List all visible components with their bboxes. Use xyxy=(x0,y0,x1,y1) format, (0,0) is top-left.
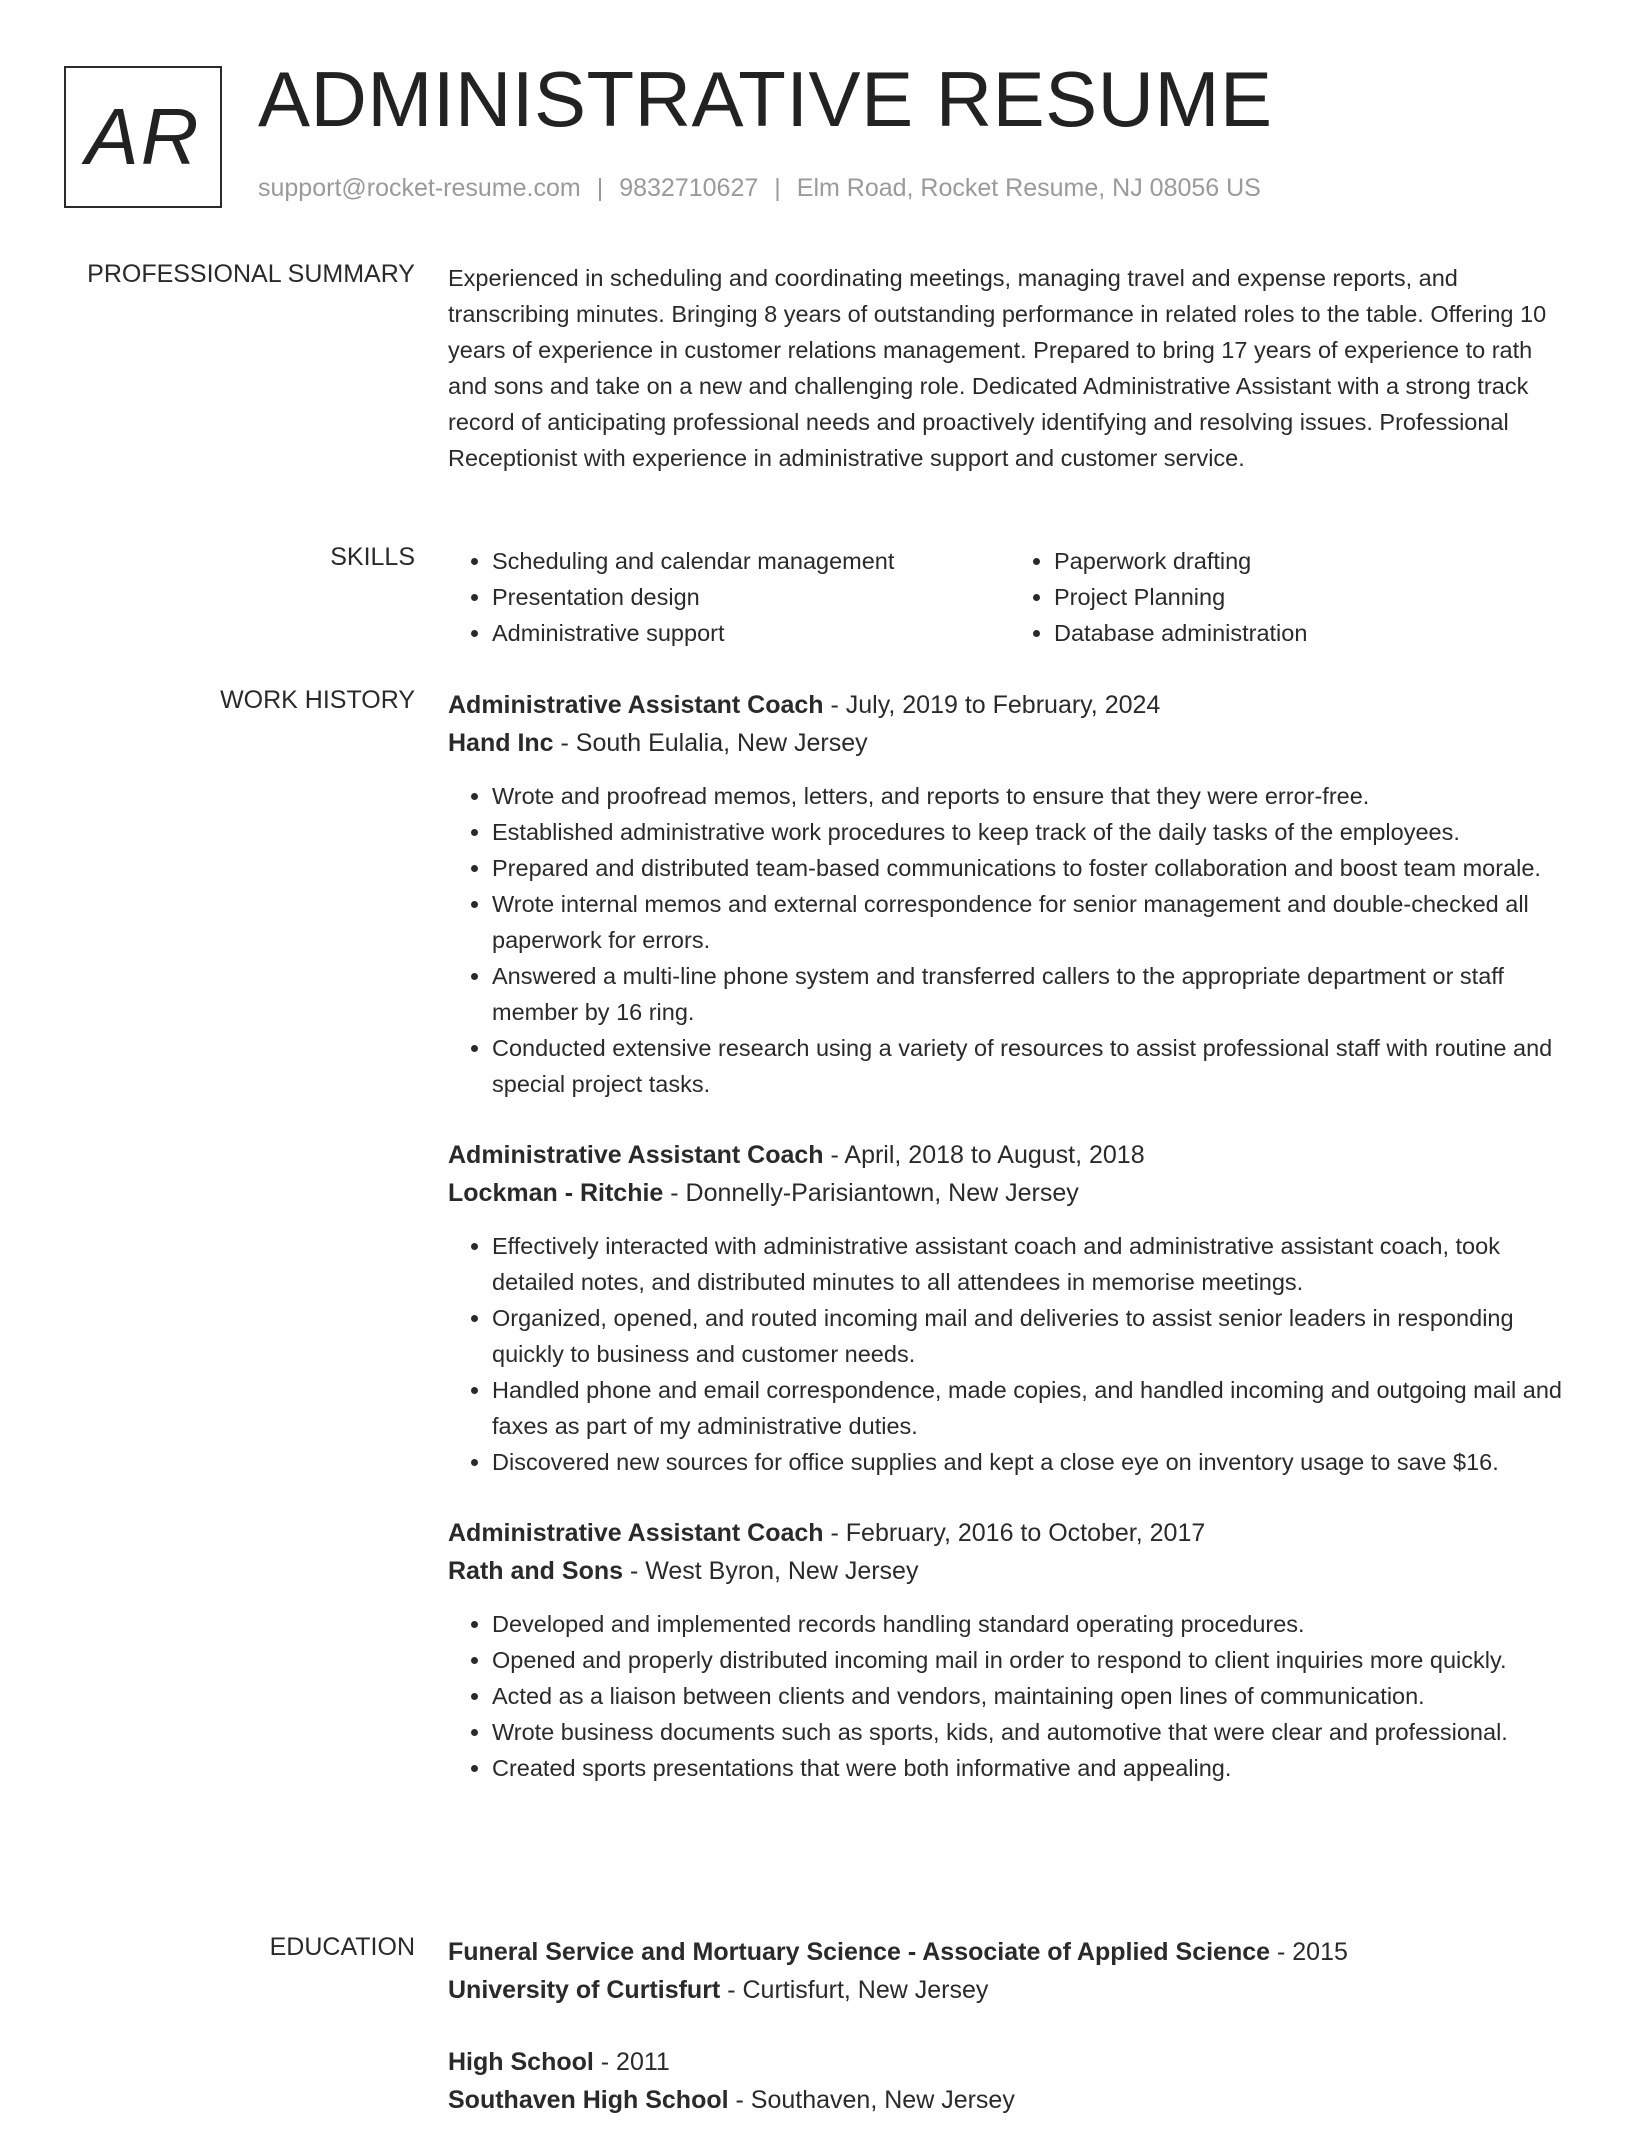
resume-title: ADMINISTRATIVE RESUME xyxy=(258,55,1273,143)
job-bullet: • Effectively interacted with administrative assistant coach and administrative assistant coach, took detailed notes, and distributed minutes to all attendees in memorise meetings. xyxy=(492,1228,1572,1300)
contact-separator: | xyxy=(774,174,781,202)
summary-text-wrapper xyxy=(448,260,1572,476)
job-bullet: • Conducted extensive research using a variety of resources to assist professional staff with routine and special project tasks. xyxy=(492,1030,1572,1102)
job-location: - Donnelly-Parisiantown, New Jersey xyxy=(663,1179,1079,1207)
education-entry xyxy=(448,2043,1572,2119)
skill-item: • Presentation design xyxy=(492,579,1010,615)
degree-line xyxy=(448,2043,1572,2081)
summary-text: Experienced in scheduling and coordinating meetings, managing travel and expense reports, and transcribing minutes. Bringing 8 years of outstanding performance in related roles to the table. Offering 10 years of experience in customer relations management. Prepared to bring 17 years of experience to rath and sons and take on a new and challenging role. Dedicated Administrative Assistant with a strong track record of anticipating professional needs and proactively identifying and resolving issues. Professional Receptionist with experience in administrative support and customer service. xyxy=(448,265,1547,471)
job-dates: - February, 2016 to October, 2017 xyxy=(823,1519,1206,1547)
job-bullet: • Acted as a liaison between clients and vendors, maintaining open lines of communication. xyxy=(492,1678,1572,1714)
job-bullet: • Handled phone and email correspondence, made copies, and handled incoming and outgoing mail and faxes as part of my administrative duties. xyxy=(492,1372,1572,1444)
job-bullet: • Answered a multi-line phone system and transferred callers to the appropriate department or staff member by 16 ring. xyxy=(492,958,1572,1030)
school-line xyxy=(448,1971,1572,2009)
skills-grid xyxy=(448,543,1572,651)
skill-item: • Administrative support xyxy=(492,615,1010,651)
degree-line xyxy=(448,1933,1572,1971)
section-label-education: EDUCATION xyxy=(269,1933,415,1961)
job-company: Lockman - Ritchie xyxy=(448,1179,664,1207)
school-location: - Curtisfurt, New Jersey xyxy=(720,1976,989,2004)
contact-email[interactable]: support@rocket-resume.com xyxy=(258,174,581,202)
job-company-line xyxy=(448,1552,1572,1590)
job-company: Rath and Sons xyxy=(448,1557,624,1585)
degree-year: - 2015 xyxy=(1270,1938,1348,1966)
job-bullet: • Wrote business documents such as sports, kids, and automotive that were clear and professional. xyxy=(492,1714,1572,1750)
school-name: University of Curtisfurt xyxy=(448,1976,721,2004)
skill-item: • Paperwork drafting xyxy=(1054,543,1572,579)
job-entry xyxy=(448,1514,1572,1786)
resume-header xyxy=(64,55,1572,212)
job-bullets xyxy=(448,1606,1572,1786)
job-bullet: • Wrote and proofread memos, letters, and reports to ensure that they were error-free. xyxy=(492,778,1572,814)
job-bullet: • Opened and properly distributed incoming mail in order to respond to client inquiries more quickly. xyxy=(492,1642,1572,1678)
section-label-summary: PROFESSIONAL SUMMARY xyxy=(87,260,415,288)
job-dates: - July, 2019 to February, 2024 xyxy=(823,691,1161,719)
section-label-skills: SKILLS xyxy=(330,543,415,571)
contact-line xyxy=(258,174,1261,203)
job-bullet: • Created sports presentations that were both informative and appealing. xyxy=(492,1750,1572,1786)
job-title: Administrative Assistant Coach xyxy=(448,1141,824,1169)
job-title-line xyxy=(448,686,1572,724)
school-name: Southaven High School xyxy=(448,2086,729,2114)
job-bullet: • Organized, opened, and routed incoming mail and deliveries to assist senior leaders in responding quickly to business and customer needs. xyxy=(492,1300,1572,1372)
school-line xyxy=(448,2081,1572,2119)
skill-item: • Database administration xyxy=(1054,615,1572,651)
job-title: Administrative Assistant Coach xyxy=(448,691,824,719)
job-title-line xyxy=(448,1136,1572,1174)
contact-address: Elm Road, Rocket Resume, NJ 08056 US xyxy=(796,174,1261,202)
job-title-line xyxy=(448,1514,1572,1552)
job-company-line xyxy=(448,724,1572,762)
job-company: Hand Inc xyxy=(448,729,554,757)
job-bullet: • Established administrative work procedures to keep track of the daily tasks of the employees. xyxy=(492,814,1572,850)
skill-item: • Project Planning xyxy=(1054,579,1572,615)
education-entry xyxy=(448,1933,1572,2009)
job-bullet: • Developed and implemented records handling standard operating procedures. xyxy=(492,1606,1572,1642)
degree-name: High School xyxy=(448,2048,594,2076)
skills-column-2 xyxy=(1010,543,1572,651)
education-list xyxy=(448,1933,1572,2153)
degree-name: Funeral Service and Mortuary Science - Associate of Applied Science xyxy=(448,1938,1271,1966)
skill-item: • Scheduling and calendar management xyxy=(492,543,1010,579)
job-location: - South Eulalia, New Jersey xyxy=(553,729,868,757)
contact-phone[interactable]: 9832710627 xyxy=(619,174,759,202)
job-entry xyxy=(448,1136,1572,1480)
job-company-line xyxy=(448,1174,1572,1212)
monogram-badge: AR xyxy=(64,66,222,208)
degree-year: - 2011 xyxy=(593,2048,670,2076)
section-label-work: WORK HISTORY xyxy=(220,686,415,714)
job-location: - West Byron, New Jersey xyxy=(623,1557,919,1585)
school-location: - Southaven, New Jersey xyxy=(728,2086,1015,2114)
work-history-list xyxy=(448,686,1572,1820)
job-title: Administrative Assistant Coach xyxy=(448,1519,824,1547)
job-bullets xyxy=(448,778,1572,1102)
contact-separator: | xyxy=(596,174,604,202)
job-entry xyxy=(448,686,1572,1102)
job-dates: - April, 2018 to August, 2018 xyxy=(823,1141,1145,1169)
job-bullet: • Discovered new sources for office supplies and kept a close eye on inventory usage to save $16. xyxy=(492,1444,1572,1480)
job-bullet: • Prepared and distributed team-based communications to foster collaboration and boost team morale. xyxy=(492,850,1572,886)
skills-column-1 xyxy=(448,543,1010,651)
job-bullet: • Wrote internal memos and external correspondence for senior management and double-checked all paperwork for errors. xyxy=(492,886,1572,958)
job-bullets xyxy=(448,1228,1572,1480)
